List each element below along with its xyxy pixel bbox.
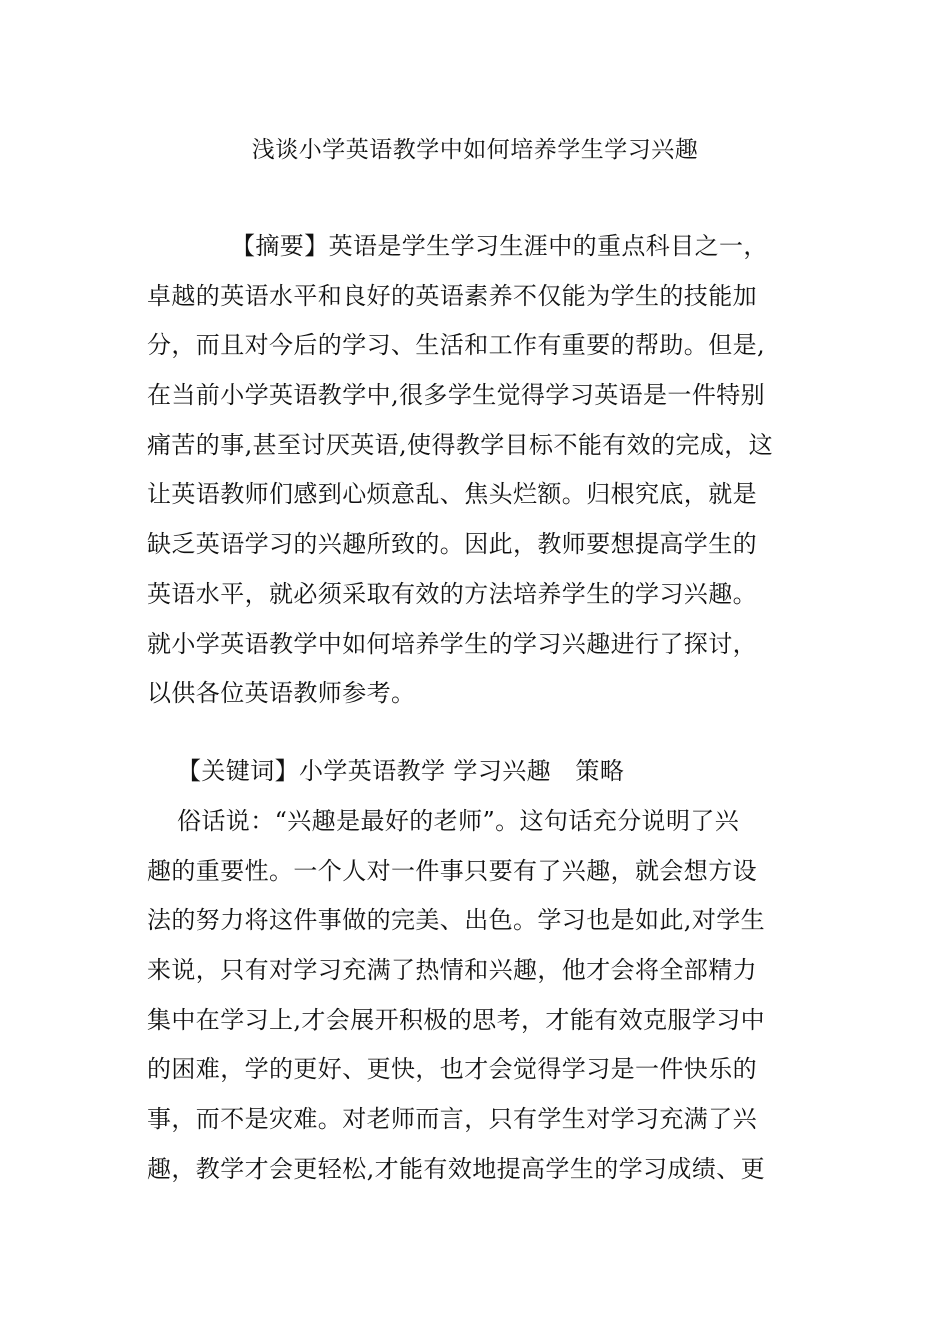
document-title: 浅谈小学英语教学中如何培养学生学习兴趣 [251, 137, 699, 163]
abstract-line: 缺乏英语学习的兴趣所致的。因此，教师要想提高学生的 [147, 530, 757, 559]
abstract-line: 分，而且对今后的学习、生活和工作有重要的帮助。但是, [147, 331, 766, 360]
abstract-line: 英语水平，就必须采取有效的方法培养学生的学习兴趣。 [147, 579, 757, 608]
abstract-line: 让英语教师们感到心烦意乱、焦头烂额。归根究底，就是 [147, 480, 757, 509]
body-paragraph [147, 797, 807, 1195]
body-line: 法的努力将这件事做的完美、出色。学习也是如此,对学生 [147, 906, 766, 935]
abstract-line: 卓越的英语水平和良好的英语素养不仅能为学生的技能加 [147, 281, 757, 310]
body-line: 趣，教学才会更轻松,才能有效地提高学生的学习成绩、更 [147, 1154, 766, 1183]
body-line: 事，而不是灾难。对老师而言，只有学生对学习充满了兴 [147, 1105, 757, 1134]
abstract-line: 以供各位英语教师参考。 [147, 679, 416, 708]
body-line: 集中在学习上,才会展开积极的思考，才能有效克服学习中 [147, 1005, 766, 1034]
body-line: 趣的重要性。一个人对一件事只要有了兴趣，就会想方设 [147, 856, 757, 885]
abstract-line: 【摘要】英语是学生学习生涯中的重点科目之一， [231, 232, 768, 260]
keywords-line: 【关键词】小学英语教学 学习兴趣 策略 [177, 757, 625, 785]
body-line: 来说，只有对学习充满了热情和兴趣，他才会将全部精力 [147, 956, 757, 985]
abstract-line: 在当前小学英语教学中,很多学生觉得学习英语是一件特别 [147, 381, 766, 410]
abstract-line: 就小学英语教学中如何培养学生的学习兴趣进行了探讨， [147, 629, 757, 658]
abstract-line: 痛苦的事,甚至讨厌英语,使得教学目标不能有效的完成，这 [147, 430, 774, 459]
body-line: 俗话说：“兴趣是最好的老师”。这句话充分说明了兴 [177, 807, 740, 835]
abstract-paragraph [147, 222, 807, 719]
body-line: 的困难，学的更好、更快，也才会觉得学习是一件快乐的 [147, 1055, 757, 1084]
